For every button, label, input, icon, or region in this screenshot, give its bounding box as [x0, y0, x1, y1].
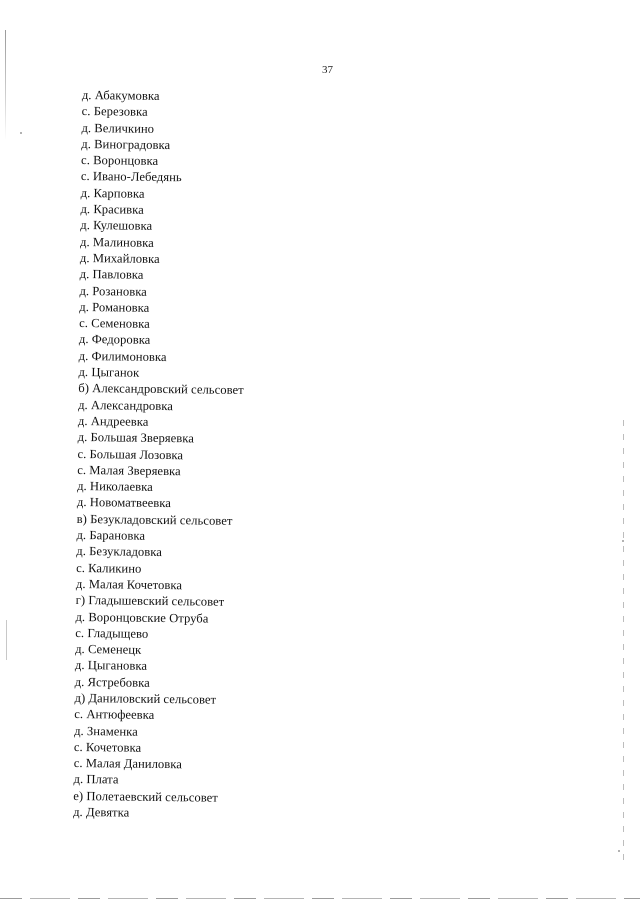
list-item: с. Кочетовка [73, 739, 142, 755]
list-item: д. Безукладовка [76, 544, 163, 560]
list-item: д. Федоровка [78, 332, 151, 348]
list-item: д. Александровка [78, 397, 174, 413]
section-heading: д) Даниловский сельсовет [74, 690, 217, 707]
list-item: д. Красивка [80, 202, 144, 217]
section-heading: в) Безукладовский сельсовет [76, 511, 233, 528]
scan-edge-artifact [6, 620, 7, 660]
list-item: д. Абакумовка [81, 87, 160, 103]
list-item: д. Кулешовка [80, 218, 153, 234]
list-item: д. Ястребовка [74, 674, 150, 690]
page-number: 37 [322, 64, 333, 76]
list-item: с. Малая Даниловка [73, 756, 183, 772]
settlement-list [73, 87, 247, 822]
scan-speck [622, 540, 624, 542]
scan-edge-artifact [623, 420, 624, 860]
list-item: с. Малая Зверяевка [77, 462, 181, 479]
section-heading: е) Полетаевский сельсовет [73, 788, 218, 805]
list-item: д. Знаменка [74, 723, 138, 739]
list-item: д. Воронцовские Отруба [75, 609, 209, 626]
list-item: д. Михайловка [79, 250, 160, 266]
list-item: д. Малая Кочетовка [75, 576, 183, 593]
list-item: д. Андреевка [77, 413, 149, 429]
list-item: д. Величкино [81, 120, 155, 136]
list-item: д. Романовка [79, 299, 150, 315]
list-item: д. Павловка [79, 267, 144, 283]
list-item: с. Гладыщево [75, 625, 149, 641]
list-item: д. Цыгановка [74, 658, 148, 674]
list-item: д. Плата [73, 772, 119, 787]
section-heading: б) Александровский сельсовет [78, 381, 244, 398]
list-item: д. Виноградовка [81, 136, 171, 152]
list-item: д. Николаевка [77, 479, 153, 495]
section-heading: г) Гладышевский сельсовет [75, 593, 225, 609]
list-item: с. Семеновка [79, 316, 150, 332]
scan-bottom-artifact [0, 898, 640, 899]
list-item: д. Большая Зверяевка [77, 430, 195, 446]
list-item: д. Малиновка [80, 234, 154, 250]
scan-edge-artifact [5, 30, 6, 140]
scan-speck [618, 850, 620, 852]
list-item: с. Антюфеевка [74, 707, 155, 723]
list-item: д. Филимоновка [78, 348, 167, 364]
list-item: д. Барановка [76, 527, 146, 543]
list-item: с. Каликино [76, 560, 142, 576]
list-item: с. Ивано-Лебедянь [80, 169, 182, 185]
list-item: д. Розановка [79, 283, 147, 299]
list-item: д. Карповка [80, 185, 145, 201]
list-item: д. Семенецк [75, 642, 142, 657]
scan-speck [20, 132, 22, 134]
list-item: с. Большая Лозовка [77, 446, 184, 462]
list-item: д. Девятка [73, 805, 130, 820]
list-item: д. Цыганок [78, 365, 140, 380]
list-item: д. Новоматвеевка [76, 495, 171, 511]
list-item: с. Воронцовка [81, 153, 159, 169]
list-item: с. Березовка [81, 104, 148, 120]
